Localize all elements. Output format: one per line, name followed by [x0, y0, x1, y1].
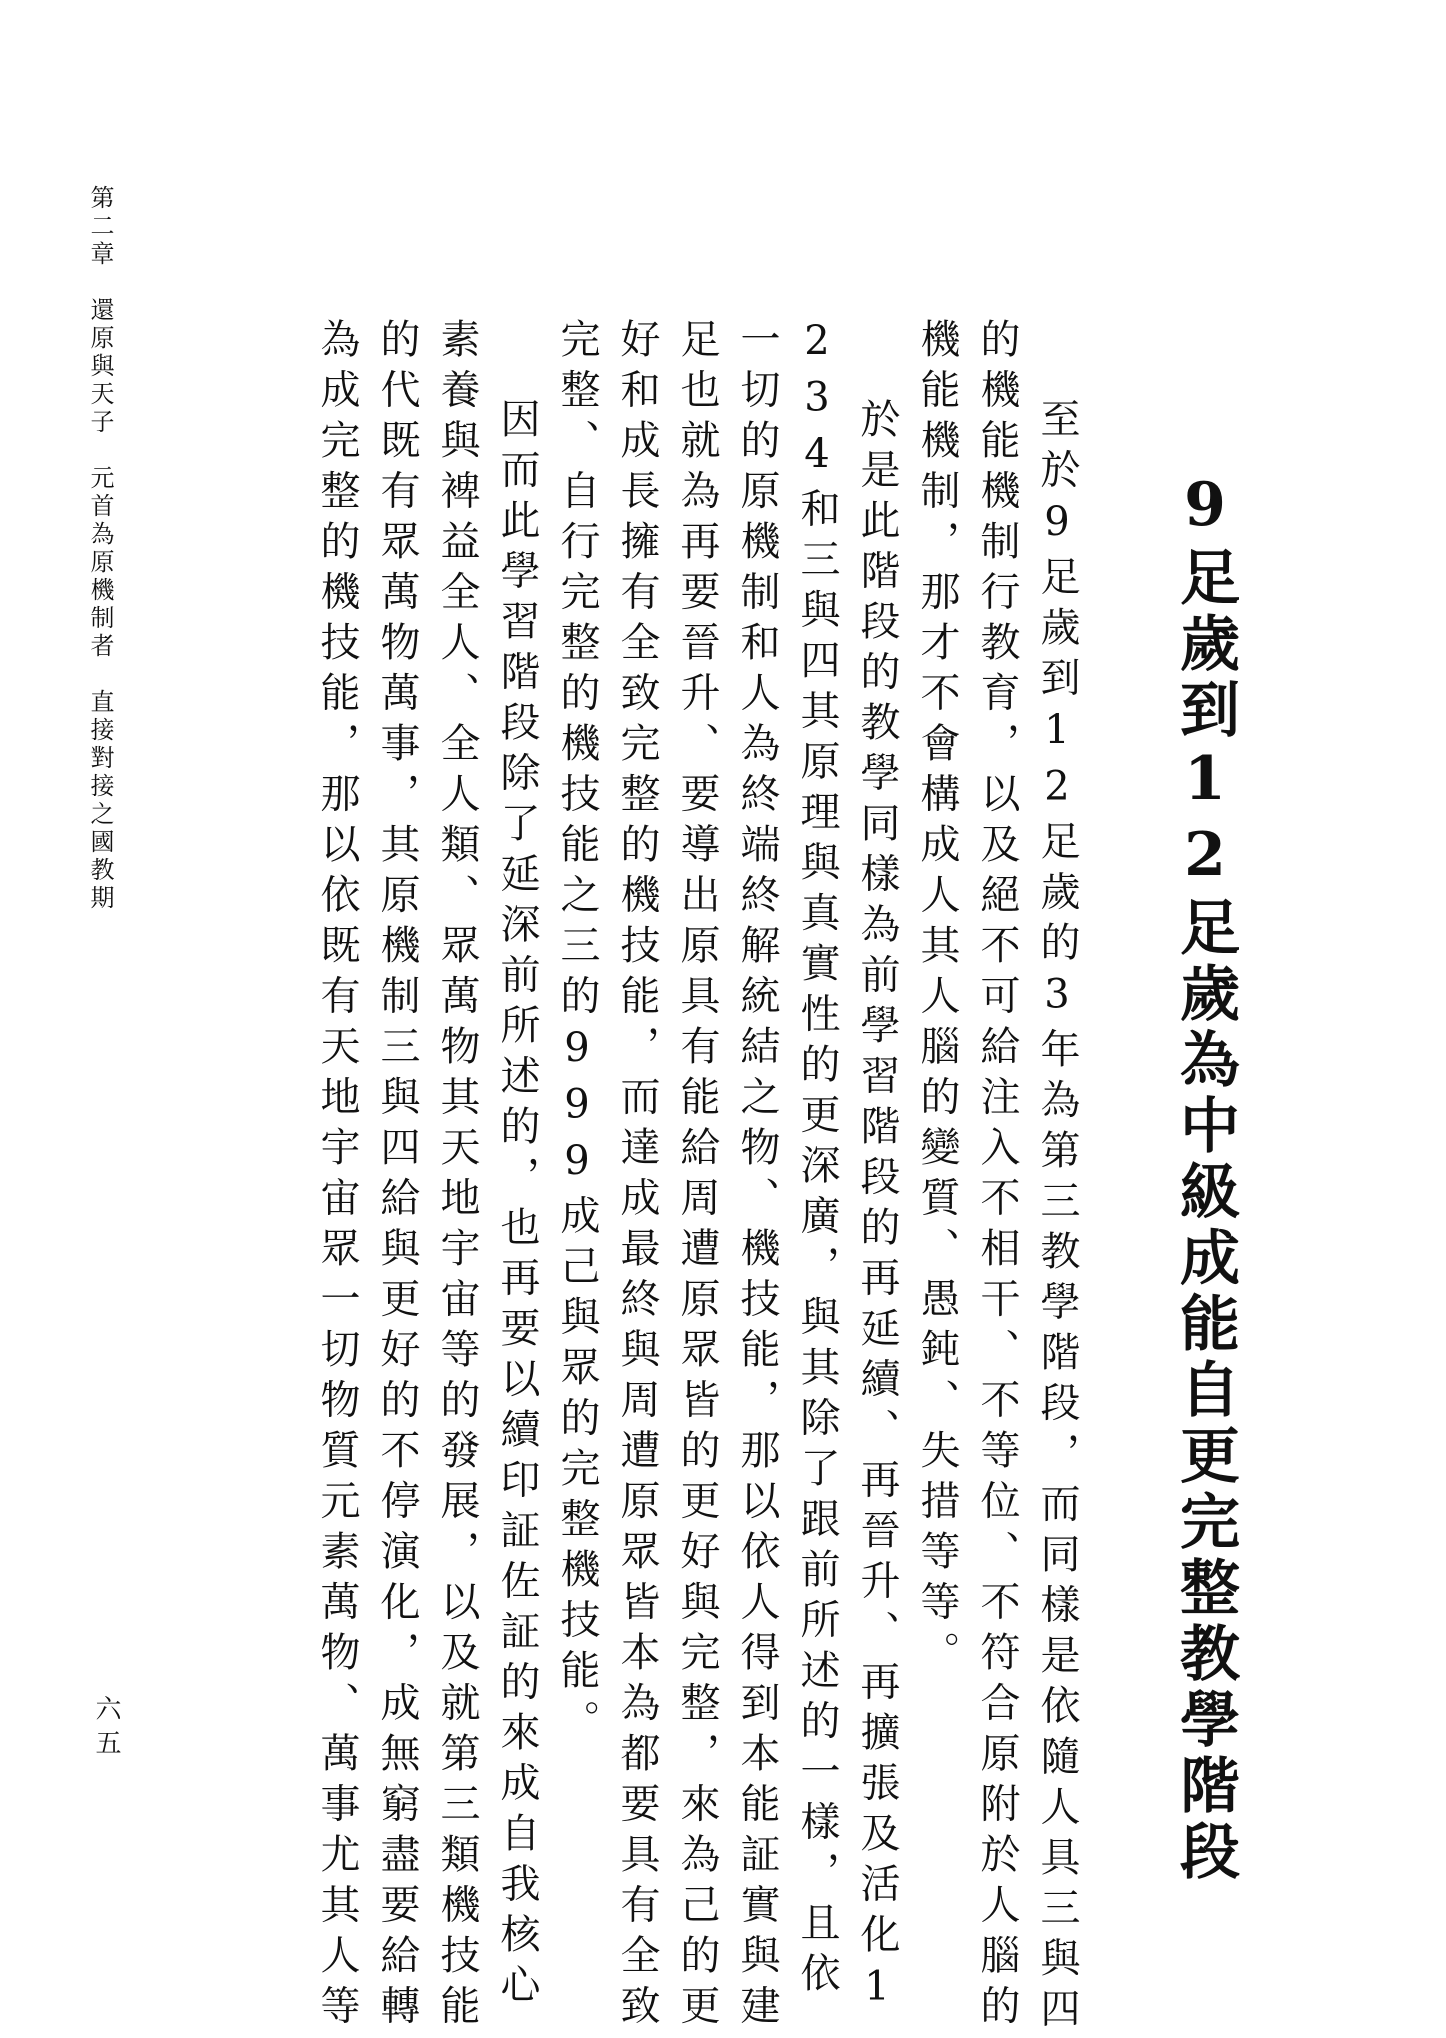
body-column: 於是此階段的教學同樣為前學習階段的再延續、再晉升、再擴張及活化1	[854, 398, 900, 2020]
body-column: 234和三與四其原理與真實性的更深廣，與其除了跟前所述的一樣，且依	[794, 318, 840, 2003]
body-column: 為成完整的機技能，那以依既有天地宇宙眾一切物質元素萬物、萬事尤其人等	[314, 318, 360, 2035]
body-column: 機能機制，那才不會構成人其人腦的變質、愚鈍、失措等等。	[914, 318, 960, 1682]
body-column: 一切的原機制和人為終端終解統結之物、機技能，那以依人得到本能証實與建	[734, 318, 780, 2035]
body-column: 的機能機制行教育，以及絕不可給注入不相干、不等位、不符合原附於人腦的	[974, 318, 1020, 2035]
body-column: 足也就為再要晉升、要導出原具有能給周遭原眾皆的更好與完整，來為己的更	[674, 318, 720, 2035]
body-column: 因而此學習階段除了延深前所述的，也再要以續印証佐証的來成自我核心	[494, 398, 540, 2014]
running-head: 第二章 還原與天子 元首為原機制者 直接對接之國教期	[86, 185, 114, 913]
body-column: 好和成長擁有全致完整的機技能，而達成最終與周遭原眾皆本為都要具有全致	[614, 318, 660, 2035]
body-column: 完整、自行完整的機技能之三的999成己與眾的完整機技能。	[554, 318, 600, 1750]
body-column: 至於9足歲到12足歲的3年為第三教學階段，而同樣是依隨人具三與四	[1034, 398, 1080, 2038]
page-number: 六五	[91, 1695, 121, 1763]
body-column: 的代既有眾萬物萬事，其原機制三與四給與更好的不停演化，成無窮盡要給轉	[374, 318, 420, 2035]
body-column: 素養與裨益全人、全人類、眾萬物其天地宇宙等的發展，以及就第三類機技能	[434, 318, 480, 2035]
chapter-title: 9足歲到12足歲為中級成能自更完整教學階段	[1170, 470, 1240, 1886]
